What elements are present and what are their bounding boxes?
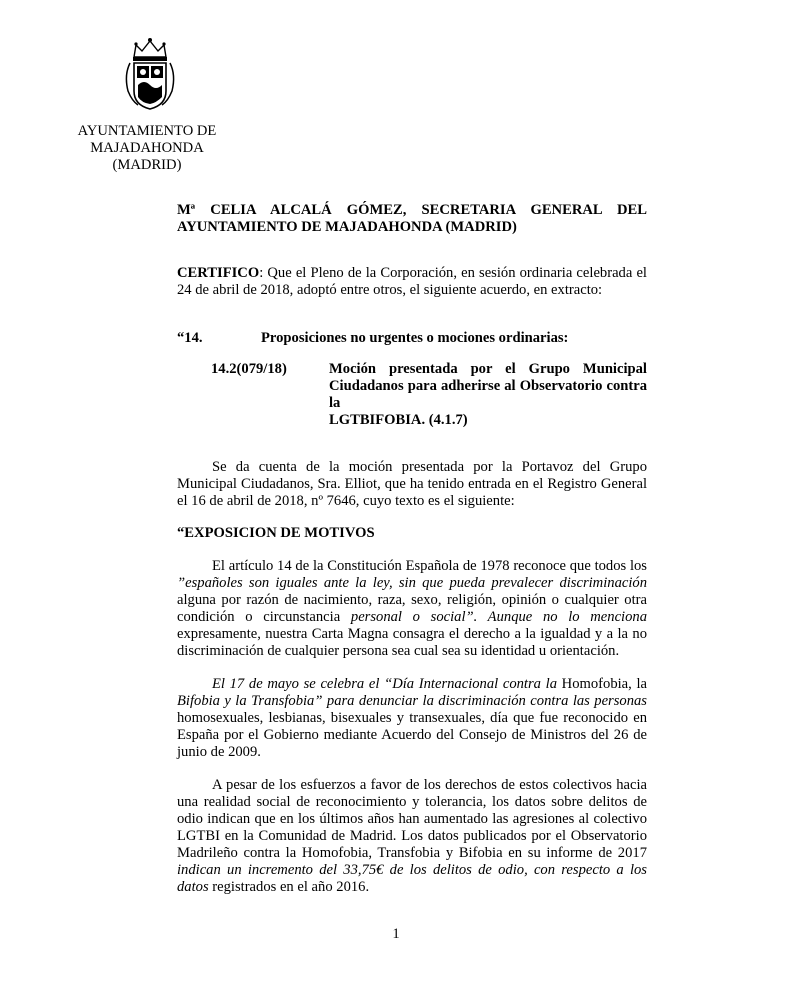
paragraph-esfuerzos <box>177 777 647 896</box>
mocion-line-3: LGTBIFOBIA. (4.1.7) <box>329 412 468 428</box>
p4-text-a: A pesar de los esfuerzos a favor de los derechos de estos colectivos hacia una realidad social de reconocimiento y tolerancia, los datos sobre delitos de odio indican que en los últimos años han aumentado las agresiones al colectivo LGTBI en la Comunidad de Madrid. Los datos publicados por el Observatorio Madrileño contra la Homofobia, Transfobia y Bifobia en su informe de 2017 <box>177 777 647 861</box>
org-line-3: (MADRID) <box>112 157 182 173</box>
mocion-code: 14.2(079/18) <box>211 361 287 377</box>
p3-text-b: homosexuales, lesbianas, bisexuales y transexuales, día que fue reconocido en España por el Gobierno mediante Acuerdo del Consejo de Ministros del 26 de junio de 2009. <box>177 710 647 760</box>
p2-text-b: alguna por razón de nacimiento, raza, sexo, religión, opinión o cualquier otra condición o circunstancia <box>177 592 647 625</box>
mocion-line-1: Moción presentada por el Grupo Municipal <box>329 361 647 377</box>
p2-quote-a: ”españoles son iguales ante la ley, sin que pueda prevalecer discriminación <box>177 575 647 591</box>
title-line-1: Mª CELIA ALCALÁ GÓMEZ, SECRETARIA GENERAL DEL <box>177 202 647 218</box>
certifico-label: CERTIFICO <box>177 265 260 281</box>
p2-text-c: expresamente, nuestra Carta Magna consagra el derecho a la igualdad y a la no discriminación de cualquier persona sea cual sea su identidad u orientación. <box>177 626 647 659</box>
certifico-paragraph <box>177 265 647 299</box>
section-heading <box>177 330 647 347</box>
p3-text-a: Homofobia, la <box>561 676 647 692</box>
section-title: Proposiciones no urgentes o mociones ordinarias: <box>261 330 569 346</box>
p2-quote-b: personal o social”. Aunque no lo menciona <box>350 609 647 625</box>
p3-italic-a: El 17 de mayo se celebra el “Día Internacional contra la <box>212 676 562 692</box>
exposicion-heading: “EXPOSICION DE MOTIVOS <box>177 525 375 541</box>
mocion-title <box>329 361 647 429</box>
certifico-text: : Que el Pleno de la Corporación, en sesión ordinaria celebrada el 24 de abril de 2018, adoptó entre otros, el siguiente acuerdo, en extracto: <box>177 265 647 298</box>
mocion-item <box>211 361 647 429</box>
paragraph-articulo-14 <box>177 558 647 660</box>
p4-text-b: registrados en el año 2016. <box>208 879 370 895</box>
title-line-2: AYUNTAMIENTO DE MAJADAHONDA (MADRID) <box>177 219 517 235</box>
p4-italic: indican un incremento del 33,75€ de los delitos de odio, con respecto a los datos <box>177 862 647 895</box>
paragraph-intro: Se da cuenta de la moción presentada por la Portavoz del Grupo Municipal Ciudadanos, Sra. Elliot, que ha tenido entrada en el Registro General el 16 de abril de 2018, nº 7646, cuyo texto es el siguiente: <box>177 459 647 509</box>
mocion-line-2: Ciudadanos para adherirse al Observatorio contra la <box>329 378 647 411</box>
p3-italic-b: Bifobia y la Transfobia” para denunciar la discriminación contra las personas <box>177 693 647 709</box>
organization-header <box>72 123 222 174</box>
org-line-2: MAJADAHONDA <box>90 140 204 156</box>
coat-of-arms-icon <box>120 35 180 113</box>
p2-text-a: El artículo 14 de la Constitución Española de 1978 reconoce que todos los <box>212 558 647 574</box>
org-line-1: AYUNTAMIENTO DE <box>77 123 217 139</box>
section-number: “14. <box>177 330 203 346</box>
document-body <box>177 202 647 896</box>
paragraph-17-mayo <box>177 676 647 761</box>
page-number: 1 <box>392 926 400 942</box>
